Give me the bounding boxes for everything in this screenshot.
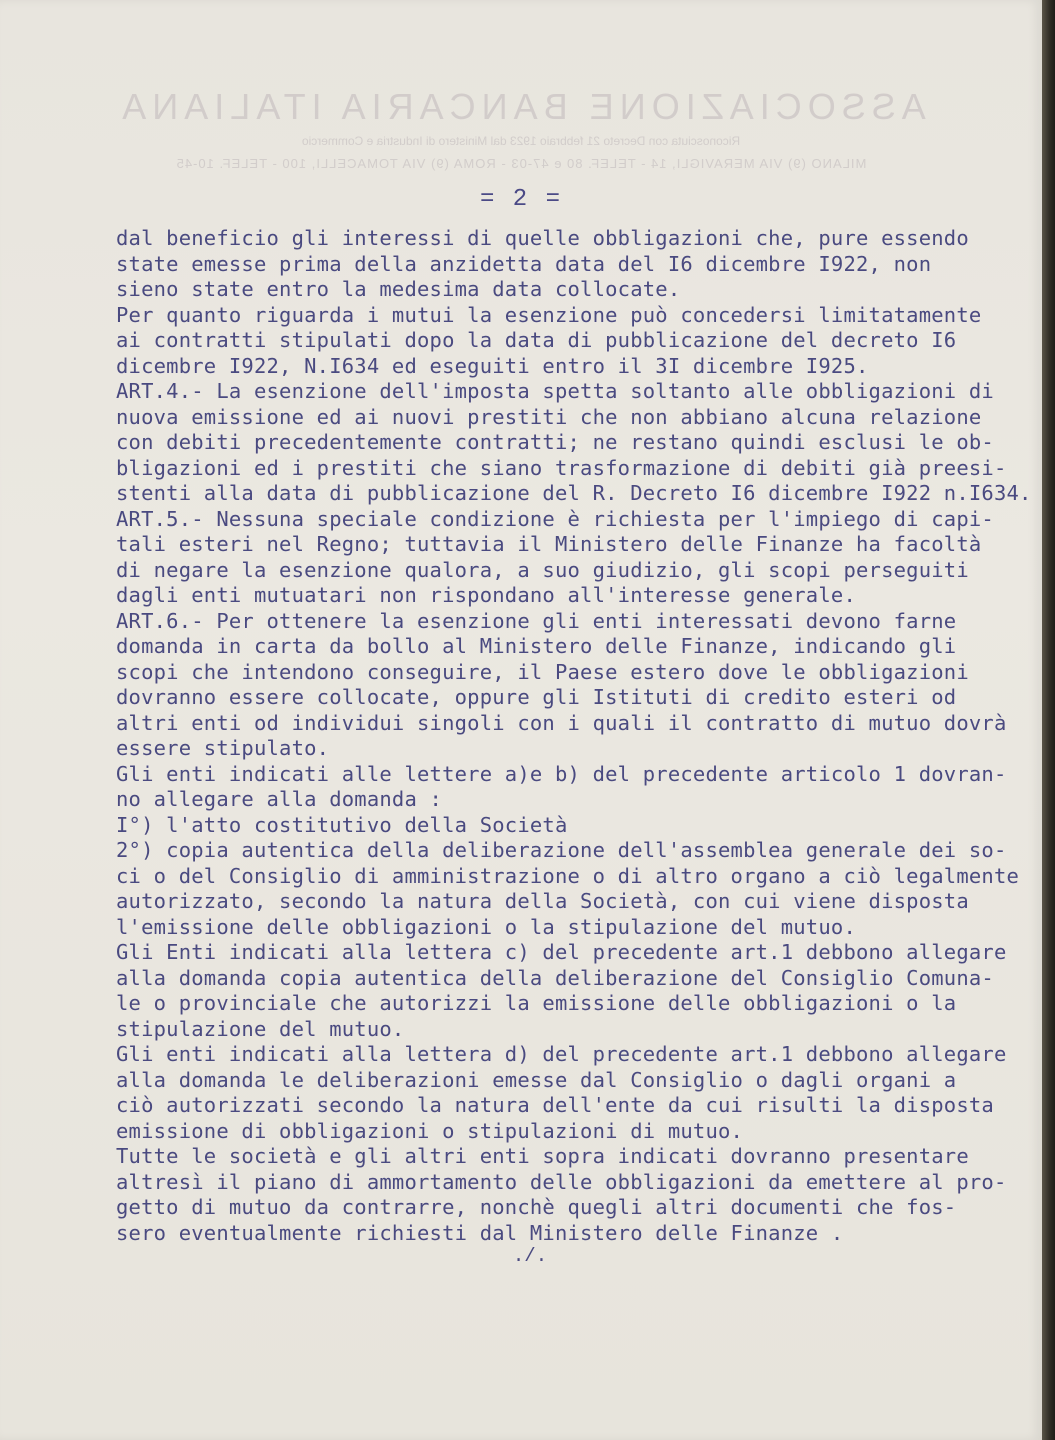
- text-line: Gli enti indicati alle lettere a)e b) del precedente articolo 1 dovran-: [116, 761, 1007, 786]
- text-line: autorizzato, secondo la natura della Società, con cui viene disposta: [116, 889, 969, 913]
- text-line: ART.6.- Per ottenere la esenzione gli enti interessati devono farne: [116, 608, 957, 633]
- page-edge-shadow: [1042, 0, 1055, 1440]
- text-line: stipulazione del mutuo.: [116, 1016, 405, 1041]
- text-line: emissione di obbligazioni o stipulazioni di mutuo.: [116, 1118, 744, 1143]
- text-line: tali esteri nel Regno; tuttavia il Ministero delle Finanze ha facoltà: [116, 532, 982, 556]
- text-line: le o provinciale che autorizzi la emissione delle obbligazioni o la: [116, 991, 957, 1015]
- text-line: Per quanto riguarda i mutui la esenzione può concedersi limitatamente: [116, 302, 982, 327]
- letterhead-title: ASSOCIAZIONE BANCARIA ITALIANA: [116, 86, 926, 127]
- text-line: l'emissione delle obbligazioni o la stipulazione del mutuo.: [116, 914, 856, 939]
- text-line: essere stipulato.: [116, 736, 330, 760]
- text-line: Gli enti indicati alla lettera d) del precedente art.1 debbono allegare: [116, 1042, 1007, 1066]
- text-line: alla domanda copia autentica della deliberazione del Consiglio Comuna-: [116, 965, 994, 990]
- text-line: scopi che intendono conseguire, il Paese estero dove le obbligazioni: [116, 659, 969, 684]
- text-line: altresì il piano di ammortamento delle obbligazioni da emettere al pro-: [116, 1169, 1007, 1194]
- text-line: di negare la esenzione qualora, a suo giudizio, gli scopi perseguiti: [116, 557, 969, 582]
- typed-body-text: [116, 226, 1032, 1246]
- text-line: sero eventualmente richiesti dal Ministero delle Finanze .: [116, 1220, 844, 1245]
- text-line: dicembre I922, N.I634 ed eseguiti entro il 3I dicembre I925.: [116, 353, 869, 378]
- text-line: ci o del Consiglio di amministrazione o di altro organo a ciò legalmente: [116, 863, 1020, 888]
- text-line: ai contratti stipulati dopo la data di pubblicazione del decreto I6: [116, 328, 957, 352]
- text-line: altri enti od individui singoli con i quali il contratto di mutuo dovrà: [116, 710, 1007, 735]
- text-line: Gli Enti indicati alla lettera c) del precedente art.1 debbono allegare: [116, 940, 1007, 964]
- text-line: I°) l'atto costitutivo della Società: [116, 812, 568, 837]
- text-line: dovranno essere collocate, oppure gli Istituti di credito esteri od: [116, 685, 957, 709]
- text-line: sieno state entro la medesima data collocate.: [116, 277, 681, 301]
- text-line: getto di mutuo da contrarre, nonchè quegli altri documenti che fos-: [116, 1195, 957, 1219]
- text-line: domanda in carta da bollo al Ministero delle Finanze, indicando gli: [116, 634, 957, 658]
- text-line: Tutte le società e gli altri enti sopra indicati dovranno presentare: [116, 1144, 969, 1168]
- text-line: con debiti precedentemente contratti; ne restano quindi esclusi le ob-: [116, 430, 994, 454]
- text-line: no allegare alla domanda :: [116, 787, 443, 811]
- continuation-mark: ./.: [512, 1245, 548, 1267]
- text-line: dal beneficio gli interessi di quelle obbligazioni che, pure essendo: [116, 226, 969, 250]
- text-line: bligazioni ed i prestiti che siano trasformazione di debiti già preesi-: [116, 455, 1007, 480]
- letterhead-subtitle: Riconosciuta con Decreto 21 febbraio 1923 dal Ministero di Industria e Commercio: [301, 134, 741, 148]
- text-line: ART.4.- La esenzione dell'imposta spetta soltanto alle obbligazioni di: [116, 379, 994, 403]
- text-line: alla domanda le deliberazioni emesse dal Consiglio o dagli organi a: [116, 1067, 957, 1092]
- text-line: state emesse prima della anzidetta data del I6 dicembre I922, non: [116, 251, 932, 276]
- page-number: = 2 =: [479, 186, 562, 213]
- text-line: nuova emissione ed ai nuovi prestiti che non abbiano alcuna relazione: [116, 404, 982, 429]
- letterhead-address: MILANO (9) VIA MERAVIGLI, 14 - TELEF. 80 e 47-03 - ROMA (9) VIA TOMACELLI, 100 - TELEF. 10-45: [175, 156, 867, 171]
- text-line: ART.5.- Nessuna speciale condizione è richiesta per l'impiego di capi-: [116, 506, 994, 531]
- text-line: 2°) copia autentica della deliberazione dell'assemblea generale dei so-: [116, 838, 1007, 862]
- text-line: dagli enti mutuatari non rispondano all'interesse generale.: [116, 583, 856, 607]
- text-line: ciò autorizzati secondo la natura dell'ente da cui risulti la disposta: [116, 1093, 994, 1117]
- text-line: stenti alla data di pubblicazione del R. Decreto I6 dicembre I922 n.I634.: [116, 481, 1032, 505]
